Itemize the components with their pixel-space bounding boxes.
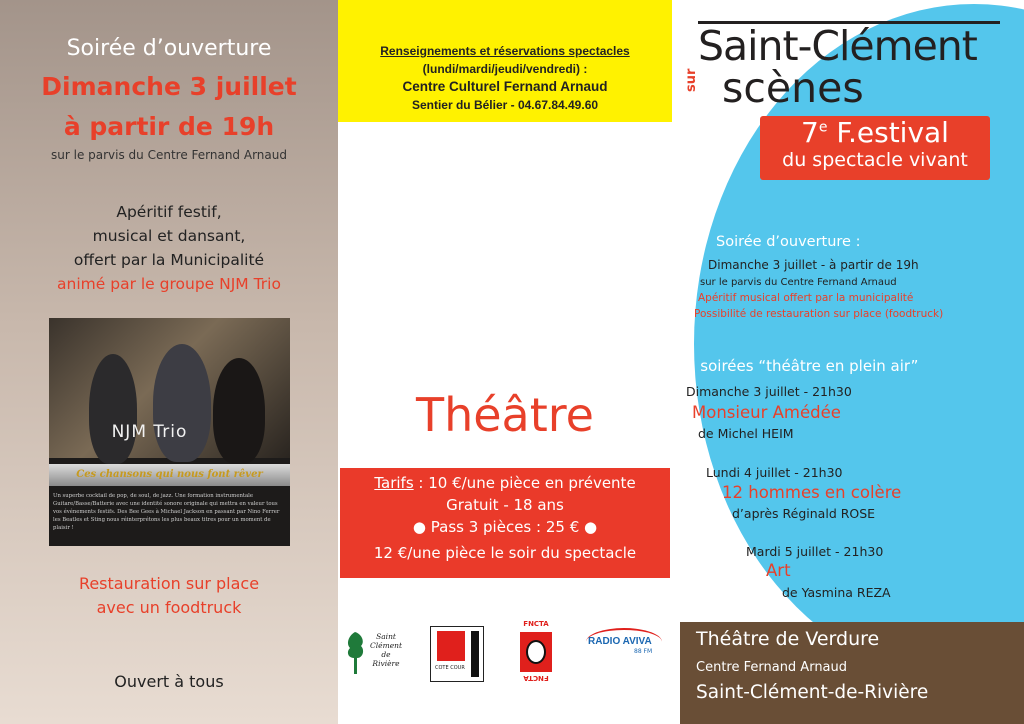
middle-panel [338,0,680,724]
play-date: Dimanche 3 juillet - 21h30 [686,384,852,399]
tarif-line-2: Gratuit - 18 ans [446,496,564,514]
play-title: Art [766,561,791,580]
brand-scenes: scènes [722,64,864,112]
aperitif-text [0,200,338,296]
soiree-aperitif: Apéritif musical offert par la municipalité [698,292,914,304]
theatre-heading: Théâtre [416,388,594,442]
info-heading: Renseignements et réservations spectacles [380,44,630,58]
radio-name: RADIO AVIVA [588,636,652,647]
play-title: 12 hommes en colère [722,483,902,502]
festival-number: 7 [801,116,819,149]
soiree-place: sur le parvis du Centre Fernand Arnaud [700,277,897,288]
brand-sur: sur [684,68,699,92]
play-date: Lundi 4 juillet - 21h30 [706,465,843,480]
soiree-restauration: Possibilité de restauration sur place (foodtruck) [694,308,944,320]
venue-box [680,622,1024,724]
radio-aviva-logo [586,628,662,658]
restauration-text [0,572,338,620]
aperitif-line: Apéritif festif, [116,203,222,221]
radio-frequency: 88 FM [634,648,653,655]
aperitif-line: musical et dansant, [92,227,246,245]
restauration-line: Restauration sur place [78,574,260,593]
cote-cour-logo [430,626,484,682]
photo-description: Un superbe cocktail de pop, de soul, de jazz. Une formation instrumentale Guitare/Basse/Batterie avec une identité sonore originale qui mettra en valeur tous vos événements festifs. Des Bee Gees à Michael Jackson en passant par Nino Ferrer les Beatles et Sting nous réinterprétons les plus beaux titres pour un moment de plaisir ! [53,493,280,531]
opening-place: sur le parvis du Centre Fernand Arnaud [51,148,287,162]
play-author: de Yasmina REZA [782,585,891,600]
photo-caption: Ces chansons qui nous font rêver [49,464,290,486]
logo-black-bar [471,631,479,677]
aperitif-line: offert par la Municipalité [73,251,265,269]
festival-word: F.estival [827,116,949,149]
tree-icon [344,630,366,676]
saint-clement-logo [344,630,408,678]
left-panel [0,0,338,724]
fncta-logo [510,620,562,684]
opening-night-title: Soirée d’ouverture [66,36,272,61]
play-title: Monsieur Amédée [692,403,841,422]
festival-subtitle: du spectacle vivant [782,149,968,171]
soiree-date: Dimanche 3 juillet - à partir de 19h [708,258,919,272]
fncta-label-bottom: FNCTA [523,674,549,682]
opening-time: à partir de 19h [63,112,275,141]
tarifs-label: Tarifs [374,474,414,492]
play-author: d’après Réginald ROSE [732,506,876,521]
tarif-line-1 [340,472,670,494]
play-author: de Michel HEIM [698,426,794,441]
tarif-presale: : 10 €/une pièce en prévente [413,474,636,492]
fncta-label-top: FNCTA [523,620,549,628]
opening-date: Dimanche 3 juillet [41,72,297,101]
band-name: NJM Trio [111,422,188,442]
festival-ordinal: e [818,119,828,136]
tarifs-box [340,468,670,578]
soiree-title: Soirée d’ouverture : [716,234,861,250]
tarif-line-3: ● Pass 3 pièces : 25 € ● [412,518,598,536]
cote-cour-label: COTE COUR [435,665,465,671]
festival-badge [760,116,990,180]
right-panel [680,0,1024,724]
info-box [338,0,672,122]
info-venue: Centre Culturel Fernand Arnaud [402,79,608,94]
venue-title: Théâtre de Verdure [696,628,880,650]
logo-text-line: Clément [370,641,402,650]
logo-text-line: de [381,650,391,659]
info-days: (lundi/mardi/jeudi/vendredi) : [422,62,588,76]
venue-center: Centre Fernand Arnaud [696,660,848,675]
animation-line: animé par le groupe NJM Trio [57,275,281,293]
restauration-line: avec un foodtruck [96,598,242,617]
logo-text-line: Rivière [372,659,400,668]
info-address: Sentier du Bélier - 04.67.84.49.60 [411,98,599,112]
venue-city: Saint-Clément-de-Rivière [696,682,929,703]
plein-air-heading: 3 soirées “théâtre en plein air” [686,357,919,375]
open-to-all: Ouvert à tous [114,672,224,691]
mask-icon [526,640,546,664]
tarif-line-4: 12 €/une pièce le soir du spectacle [373,544,637,562]
brand-saint-clement: Saint-Clément [698,22,977,70]
logo-text-line: Saint [376,632,396,641]
play-date: Mardi 5 juillet - 21h30 [746,544,884,559]
logo-red-square [437,631,465,661]
band-photo [49,318,290,546]
